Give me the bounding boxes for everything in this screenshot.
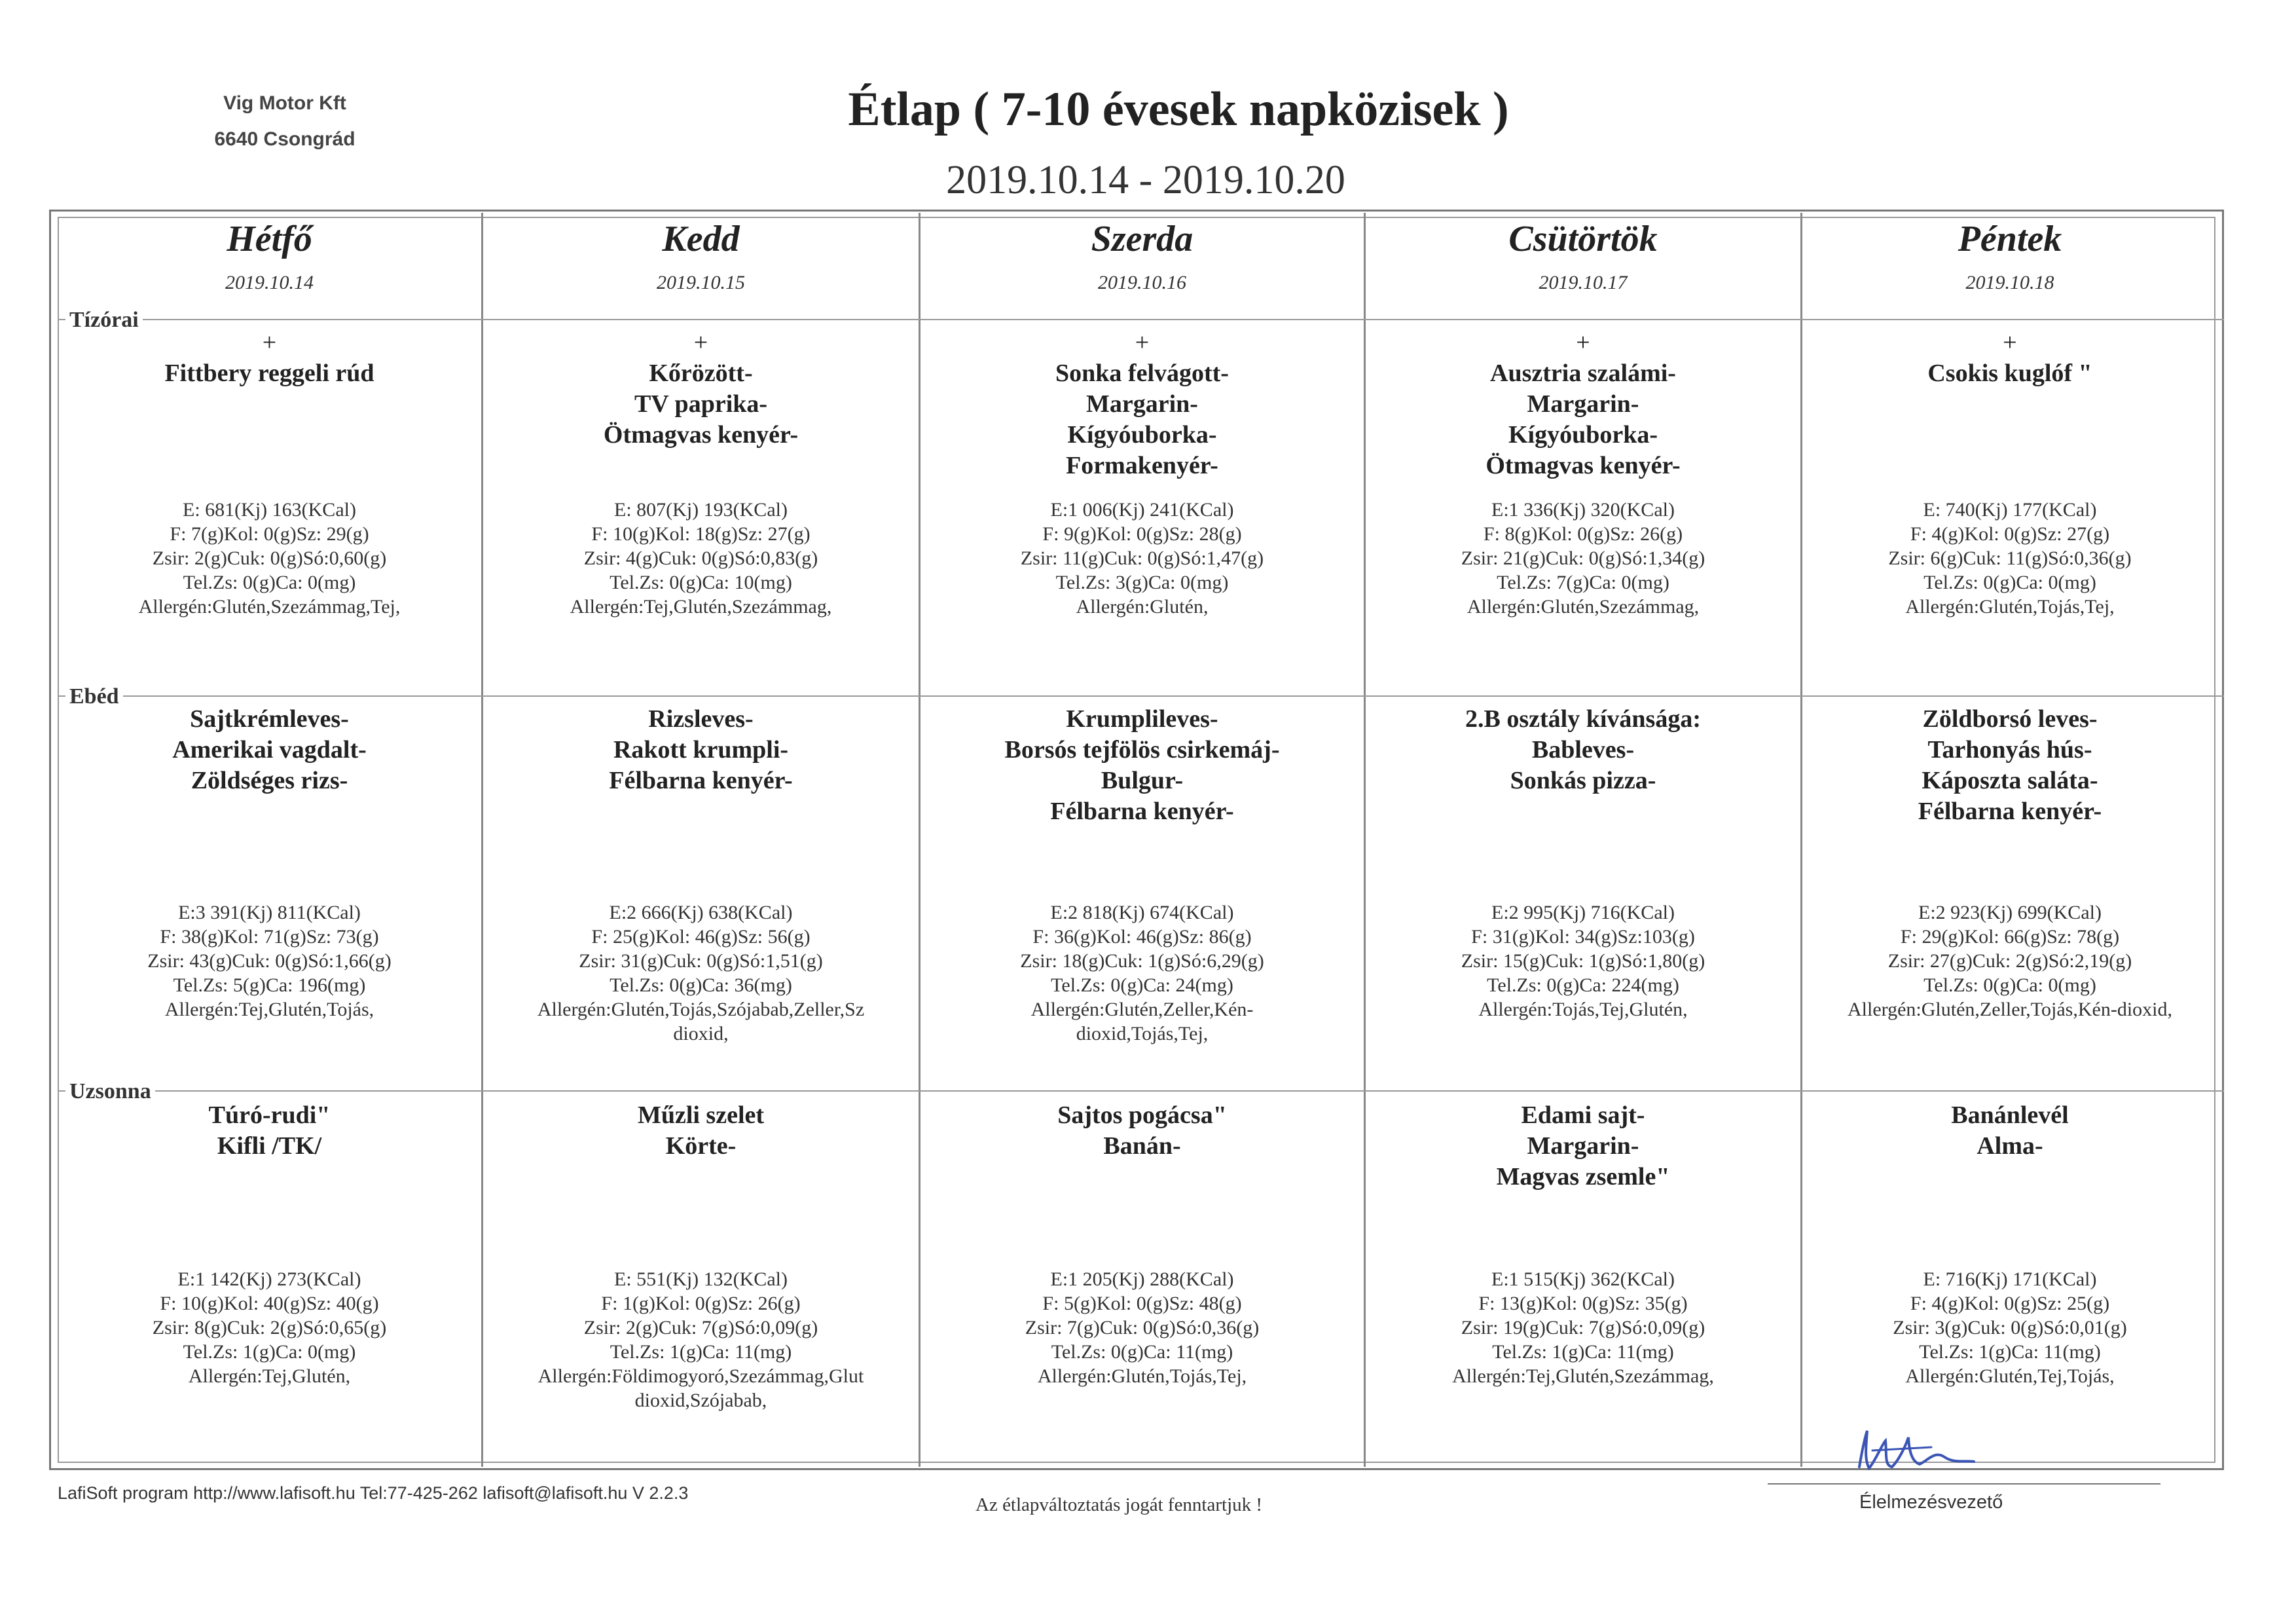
row-divider <box>59 319 2224 320</box>
dish-list <box>1366 327 1800 481</box>
day-header-friday <box>1802 213 2217 294</box>
nutrition-line: Tel.Zs: 0(g)Ca: 0(mg) <box>1923 974 2096 996</box>
nutrition-line: F: 8(g)Kol: 0(g)Sz: 26(g) <box>1483 523 1683 545</box>
energy-line: E:1 336(Kj) 320(KCal) <box>1491 499 1675 521</box>
menu-cell <box>1366 1100 1800 1460</box>
menu-cell <box>920 327 1364 688</box>
dish-list <box>58 1100 481 1162</box>
dish-line: Műzli szelet <box>637 1101 765 1129</box>
dish-line: Borsós tejfölös csirkemáj- <box>1004 736 1280 764</box>
dish-line: Ausztria szalámi- <box>1490 360 1676 387</box>
handwritten-signature <box>1846 1421 2043 1486</box>
day-date: 2019.10.14 <box>225 272 314 293</box>
nutrition-line: F: 31(g)Kol: 34(g)Sz:103(g) <box>1471 926 1695 948</box>
energy-line: E:1 142(Kj) 273(KCal) <box>177 1268 361 1290</box>
nutrition-line: F: 38(g)Kol: 71(g)Sz: 73(g) <box>160 926 379 948</box>
dish-line: Kifli /TK/ <box>217 1132 322 1160</box>
menu-cell <box>920 1100 1364 1460</box>
nutrition-info <box>1802 1267 2217 1388</box>
dish-list <box>58 327 481 389</box>
dish-line: + <box>2003 329 2017 356</box>
nutrition-line: Tel.Zs: 0(g)Ca: 36(mg) <box>610 974 792 996</box>
allergen-line: Allergén:Glutén,Tojás,Tej, <box>1037 1365 1247 1387</box>
nutrition-line: F: 1(g)Kol: 0(g)Sz: 26(g) <box>601 1293 801 1314</box>
nutrition-line: Tel.Zs: 5(g)Ca: 196(mg) <box>173 974 366 996</box>
allergen-line: Allergén:Glutén,Szezámmag,Tej, <box>138 596 401 618</box>
nutrition-line: Zsir: 2(g)Cuk: 0(g)Só:0,60(g) <box>152 547 387 569</box>
nutrition-line: F: 4(g)Kol: 0(g)Sz: 25(g) <box>1910 1293 2110 1314</box>
nutrition-line: Zsir: 4(g)Cuk: 0(g)Só:0,83(g) <box>583 547 818 569</box>
nutrition-line: Zsir: 11(g)Cuk: 0(g)Só:1,47(g) <box>1020 547 1264 569</box>
day-date: 2019.10.18 <box>1965 272 2054 293</box>
nutrition-line: dioxid, <box>673 1023 729 1044</box>
nutrition-line: Zsir: 19(g)Cuk: 7(g)Só:0,09(g) <box>1461 1317 1705 1338</box>
nutrition-info <box>920 900 1364 1046</box>
nutrition-line: F: 36(g)Kol: 46(g)Sz: 86(g) <box>1032 926 1252 948</box>
dish-line: Fittbery reggeli rúd <box>164 360 374 387</box>
dish-line: Sonkás pizza- <box>1510 767 1656 794</box>
nutrition-info <box>483 498 919 619</box>
allergen-line: Allergén:Glutén,Szezámmag, <box>1467 596 1700 618</box>
energy-line: E:2 818(Kj) 674(KCal) <box>1050 902 1234 923</box>
row-divider <box>59 1090 2224 1092</box>
nutrition-line: Tel.Zs: 1(g)Ca: 11(mg) <box>1492 1341 1674 1363</box>
nutrition-info <box>1366 498 1800 619</box>
dish-list <box>920 704 1364 827</box>
dish-line: Rizsleves- <box>648 705 754 733</box>
allergen-line: Allergén:Glutén,Zeller,Tojás,Kén-dioxid, <box>1847 999 2172 1020</box>
dish-list <box>483 327 919 451</box>
dish-line: 2.B osztály kívánsága: <box>1465 705 1701 733</box>
allergen-line: Allergén:Tej,Glutén,Tojás, <box>164 999 374 1020</box>
nutrition-line: Zsir: 2(g)Cuk: 7(g)Só:0,09(g) <box>583 1317 818 1338</box>
day-name: Péntek <box>1958 219 2062 259</box>
nutrition-line: Tel.Zs: 3(g)Ca: 0(mg) <box>1055 572 1229 593</box>
nutrition-line: Zsir: 6(g)Cuk: 11(g)Só:0,36(g) <box>1888 547 2132 569</box>
dish-line: + <box>1135 329 1150 356</box>
allergen-line: Allergén:Glutén, <box>1076 596 1209 618</box>
software-info: LafiSoft program http://www.lafisoft.hu Tel:77-425-262 lafisoft@lafisoft.hu V 2.2.3 <box>58 1483 689 1503</box>
allergen-line: Allergén:Tej,Glutén,Szezámmag, <box>570 596 832 618</box>
company-block <box>164 85 406 157</box>
nutrition-line: F: 5(g)Kol: 0(g)Sz: 48(g) <box>1042 1293 1242 1314</box>
dish-line: + <box>693 329 708 356</box>
page-title: Étlap ( 7-10 évesek napközisek ) <box>848 83 1509 136</box>
menu-cell <box>483 704 919 1064</box>
meal-label-tizorai: Tízórai <box>65 308 143 333</box>
nutrition-line: Zsir: 15(g)Cuk: 1(g)Só:1,80(g) <box>1461 950 1705 972</box>
company-name: Vig Motor Kft <box>223 92 346 114</box>
nutrition-line: Zsir: 21(g)Cuk: 0(g)Só:1,34(g) <box>1461 547 1705 569</box>
dish-line: Bableves- <box>1531 736 1635 764</box>
day-name: Hétfő <box>227 219 312 259</box>
dish-line: Félbarna kenyér- <box>1050 798 1234 825</box>
dish-line: Sajtos pogácsa" <box>1057 1101 1227 1129</box>
nutrition-info <box>483 1267 919 1412</box>
nutrition-info <box>58 498 481 619</box>
row-divider <box>59 695 2224 697</box>
nutrition-line: Zsir: 43(g)Cuk: 0(g)Só:1,66(g) <box>147 950 392 972</box>
nutrition-line: F: 4(g)Kol: 0(g)Sz: 27(g) <box>1910 523 2110 545</box>
energy-line: E:1 205(Kj) 288(KCal) <box>1050 1268 1234 1290</box>
day-date: 2019.10.17 <box>1539 272 1628 293</box>
dish-line: Ötmagvas kenyér- <box>1485 452 1681 479</box>
nutrition-info <box>1802 498 2217 619</box>
dish-line: Félbarna kenyér- <box>1918 798 2102 825</box>
energy-line: E:2 995(Kj) 716(KCal) <box>1491 902 1675 923</box>
nutrition-line: Tel.Zs: 0(g)Ca: 224(mg) <box>1487 974 1679 996</box>
signature-role: Élelmezésvezető <box>1859 1492 2003 1513</box>
dish-line: + <box>1576 329 1590 356</box>
nutrition-line: Tel.Zs: 7(g)Ca: 0(mg) <box>1497 572 1669 593</box>
dish-line: Káposzta saláta- <box>1922 767 2098 794</box>
day-date: 2019.10.16 <box>1098 272 1186 293</box>
nutrition-info <box>920 1267 1364 1388</box>
nutrition-line: F: 13(g)Kol: 0(g)Sz: 35(g) <box>1478 1293 1688 1314</box>
nutrition-info <box>1802 900 2217 1022</box>
dish-line: Krumplileves- <box>1066 705 1218 733</box>
dish-list <box>1366 1100 1800 1192</box>
nutrition-line: Tel.Zs: 1(g)Ca: 11(mg) <box>610 1341 792 1363</box>
nutrition-line: F: 9(g)Kol: 0(g)Sz: 28(g) <box>1042 523 1242 545</box>
nutrition-line: F: 10(g)Kol: 18(g)Sz: 27(g) <box>591 523 811 545</box>
nutrition-line: dioxid,Szójabab, <box>634 1390 767 1411</box>
menu-cell <box>58 327 481 688</box>
dish-line: Banán- <box>1103 1132 1181 1160</box>
energy-line: E:1 515(Kj) 362(KCal) <box>1491 1268 1675 1290</box>
menu-cell <box>920 704 1364 1064</box>
meal-label-ebed: Ebéd <box>65 684 123 709</box>
nutrition-line: Tel.Zs: 0(g)Ca: 10(mg) <box>610 572 792 593</box>
nutrition-line: Zsir: 7(g)Cuk: 0(g)Só:0,36(g) <box>1025 1317 1260 1338</box>
nutrition-info <box>483 900 919 1046</box>
nutrition-line: Zsir: 3(g)Cuk: 0(g)Só:0,01(g) <box>1893 1317 2127 1338</box>
dish-line: Ötmagvas kenyér- <box>603 421 799 449</box>
allergen-line: Allergén:Tej,Glutén,Szezámmag, <box>1452 1365 1714 1387</box>
menu-cell <box>58 704 481 1064</box>
energy-line: E: 716(Kj) 171(KCal) <box>1923 1268 2097 1290</box>
dish-list <box>920 327 1364 481</box>
menu-cell <box>1802 327 2217 688</box>
nutrition-line: Tel.Zs: 0(g)Ca: 11(mg) <box>1051 1341 1233 1363</box>
dish-line: Zöldborsó leves- <box>1922 705 2098 733</box>
nutrition-line: Tel.Zs: 0(g)Ca: 0(mg) <box>1923 572 2096 593</box>
dish-line: Kőrözött- <box>649 360 753 387</box>
nutrition-line: Tel.Zs: 1(g)Ca: 0(mg) <box>183 1341 356 1363</box>
dish-line: Tarhonyás hús- <box>1927 736 2092 764</box>
energy-line: E:2 923(Kj) 699(KCal) <box>1918 902 2102 923</box>
company-address: 6640 Csongrád <box>214 128 355 150</box>
nutrition-line: F: 25(g)Kol: 46(g)Sz: 56(g) <box>591 926 811 948</box>
nutrition-info <box>1366 900 1800 1022</box>
dish-line: Formakenyér- <box>1066 452 1218 479</box>
dish-line: Banánlevél <box>1951 1101 2069 1129</box>
disclaimer: Az étlapváltoztatás jogát fenntartjuk ! <box>975 1494 1263 1515</box>
day-header-monday <box>58 213 481 294</box>
dish-line: Félbarna kenyér- <box>609 767 793 794</box>
nutrition-line: Zsir: 27(g)Cuk: 2(g)Só:2,19(g) <box>1887 950 2132 972</box>
dish-line: Csokis kuglóf " <box>1927 360 2092 387</box>
nutrition-line: F: 29(g)Kol: 66(g)Sz: 78(g) <box>1900 926 2120 948</box>
dish-line: Edami sajt- <box>1521 1101 1645 1129</box>
dish-list <box>1802 1100 2217 1162</box>
energy-line: E:3 391(Kj) 811(KCal) <box>178 902 361 923</box>
nutrition-line: Zsir: 18(g)Cuk: 1(g)Só:6,29(g) <box>1020 950 1264 972</box>
menu-cell <box>58 1100 481 1460</box>
nutrition-info <box>1366 1267 1800 1388</box>
dish-list <box>1802 704 2217 827</box>
day-header-thursday <box>1366 213 1800 294</box>
dish-line: + <box>262 329 277 356</box>
dish-line: Zöldséges rizs- <box>191 767 348 794</box>
dish-line: Amerikai vagdalt- <box>172 736 367 764</box>
dish-line: Kígyóuborka- <box>1508 421 1658 449</box>
meal-label-uzsonna: Uzsonna <box>65 1079 155 1104</box>
nutrition-info <box>58 900 481 1022</box>
dish-line: Kígyóuborka- <box>1067 421 1217 449</box>
dish-line: Sonka felvágott- <box>1055 360 1229 387</box>
nutrition-info <box>58 1267 481 1388</box>
energy-line: E: 681(Kj) 163(KCal) <box>183 499 356 521</box>
day-name: Szerda <box>1091 219 1194 259</box>
menu-cell <box>1802 704 2217 1064</box>
dish-list <box>1366 704 1800 796</box>
menu-cell <box>483 327 919 688</box>
nutrition-line: Zsir: 31(g)Cuk: 0(g)Só:1,51(g) <box>579 950 823 972</box>
energy-line: E:1 006(Kj) 241(KCal) <box>1050 499 1234 521</box>
nutrition-line: F: 10(g)Kol: 40(g)Sz: 40(g) <box>160 1293 379 1314</box>
day-name: Csütörtök <box>1508 219 1658 259</box>
dish-line: TV paprika- <box>634 390 768 418</box>
dish-line: Rakott krumpli- <box>613 736 789 764</box>
nutrition-line: Tel.Zs: 0(g)Ca: 0(mg) <box>183 572 356 593</box>
dish-list <box>920 1100 1364 1162</box>
dish-list <box>1802 327 2217 389</box>
dish-line: Körte- <box>665 1132 737 1160</box>
day-header-wednesday <box>920 213 1364 294</box>
dish-line: Margarin- <box>1086 390 1198 418</box>
menu-period: 2019.10.14 - 2019.10.20 <box>946 158 1345 202</box>
dish-line: Alma- <box>1977 1132 2043 1160</box>
allergen-line: Allergén:Glutén,Tej,Tojás, <box>1905 1365 2115 1387</box>
nutrition-line: F: 7(g)Kol: 0(g)Sz: 29(g) <box>170 523 369 545</box>
nutrition-info <box>920 498 1364 619</box>
allergen-line: Allergén:Földimogyoró,Szezámmag,Glut <box>538 1365 864 1387</box>
dish-line: Bulgur- <box>1101 767 1184 794</box>
energy-line: E: 551(Kj) 132(KCal) <box>614 1268 788 1290</box>
menu-cell <box>483 1100 919 1460</box>
energy-line: E: 740(Kj) 177(KCal) <box>1923 499 2097 521</box>
menu-cell <box>1802 1100 2217 1460</box>
nutrition-line: dioxid,Tojás,Tej, <box>1076 1023 1209 1044</box>
day-header-tuesday <box>483 213 919 294</box>
menu-cell <box>1366 704 1800 1064</box>
day-name: Kedd <box>662 219 740 259</box>
dish-line: Túró-rudi" <box>208 1101 331 1129</box>
energy-line: E:2 666(Kj) 638(KCal) <box>609 902 793 923</box>
allergen-line: Allergén:Glutén,Tojás,Tej, <box>1905 596 2115 618</box>
nutrition-line: Zsir: 8(g)Cuk: 2(g)Só:0,65(g) <box>152 1317 387 1338</box>
dish-line: Sajtkrémleves- <box>190 705 349 733</box>
dish-list <box>483 1100 919 1162</box>
allergen-line: Allergén:Tej,Glutén, <box>188 1365 351 1387</box>
dish-list <box>483 704 919 796</box>
menu-cell <box>1366 327 1800 688</box>
nutrition-line: Tel.Zs: 0(g)Ca: 24(mg) <box>1051 974 1233 996</box>
allergen-line: Allergén:Tojás,Tej,Glutén, <box>1478 999 1688 1020</box>
dish-line: Margarin- <box>1527 390 1639 418</box>
dish-line: Margarin- <box>1527 1132 1639 1160</box>
nutrition-line: Tel.Zs: 1(g)Ca: 11(mg) <box>1919 1341 2101 1363</box>
allergen-line: Allergén:Glutén,Zeller,Kén- <box>1030 999 1254 1020</box>
day-date: 2019.10.15 <box>657 272 745 293</box>
dish-list <box>58 704 481 796</box>
dish-line: Magvas zsemle" <box>1496 1163 1670 1190</box>
energy-line: E: 807(Kj) 193(KCal) <box>614 499 788 521</box>
allergen-line: Allergén:Glutén,Tojás,Szójabab,Zeller,Sz <box>537 999 865 1020</box>
